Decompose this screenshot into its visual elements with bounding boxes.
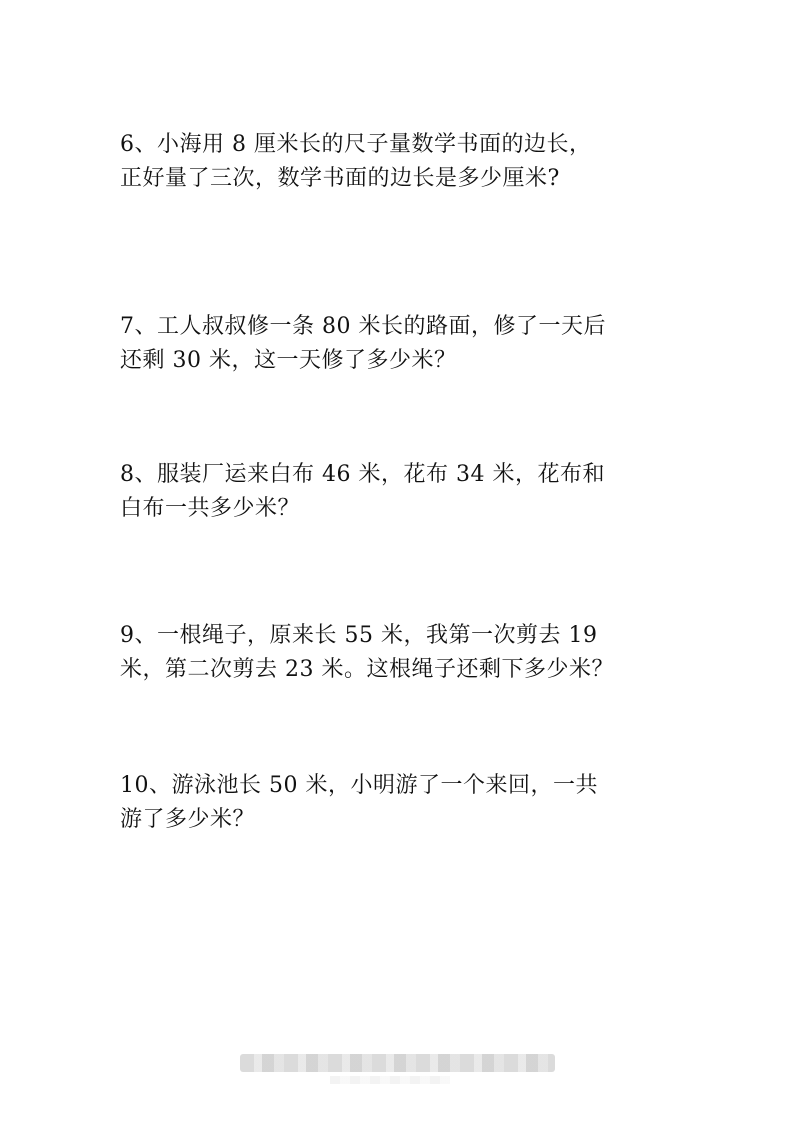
question-7-line-1: 7、工人叔叔修一条 80 米长的路面，修了一天后 <box>120 314 606 339</box>
question-6 <box>120 128 660 196</box>
question-10 <box>120 769 660 837</box>
question-6-line-1: 6、小海用 8 厘米长的尺子量数学书面的边长， <box>120 132 592 157</box>
question-7-line-2: 还剩 30 米，这一天修了多少米？ <box>120 348 457 373</box>
blurred-footer-watermark <box>240 1054 555 1072</box>
question-6-line-2: 正好量了三次，数学书面的边长是多少厘米? <box>120 166 560 191</box>
question-8-line-2: 白布一共多少米？ <box>120 496 301 521</box>
question-9-line-2: 米，第二次剪去 23 米。这根绳子还剩下多少米？ <box>120 657 614 682</box>
question-8-line-1: 8、服装厂运来白布 46 米，花布 34 米，花布和 <box>120 462 605 487</box>
blurred-footer-subline <box>330 1076 450 1084</box>
question-9-line-1: 9、一根绳子，原来长 55 米，我第一次剪去 19 <box>120 623 598 648</box>
question-9 <box>120 619 660 687</box>
question-7 <box>120 310 660 378</box>
question-10-line-2: 游了多少米？ <box>120 807 256 832</box>
question-8 <box>120 458 660 526</box>
question-10-line-1: 10、游泳池长 50 米，小明游了一个来回，一共 <box>120 773 598 798</box>
